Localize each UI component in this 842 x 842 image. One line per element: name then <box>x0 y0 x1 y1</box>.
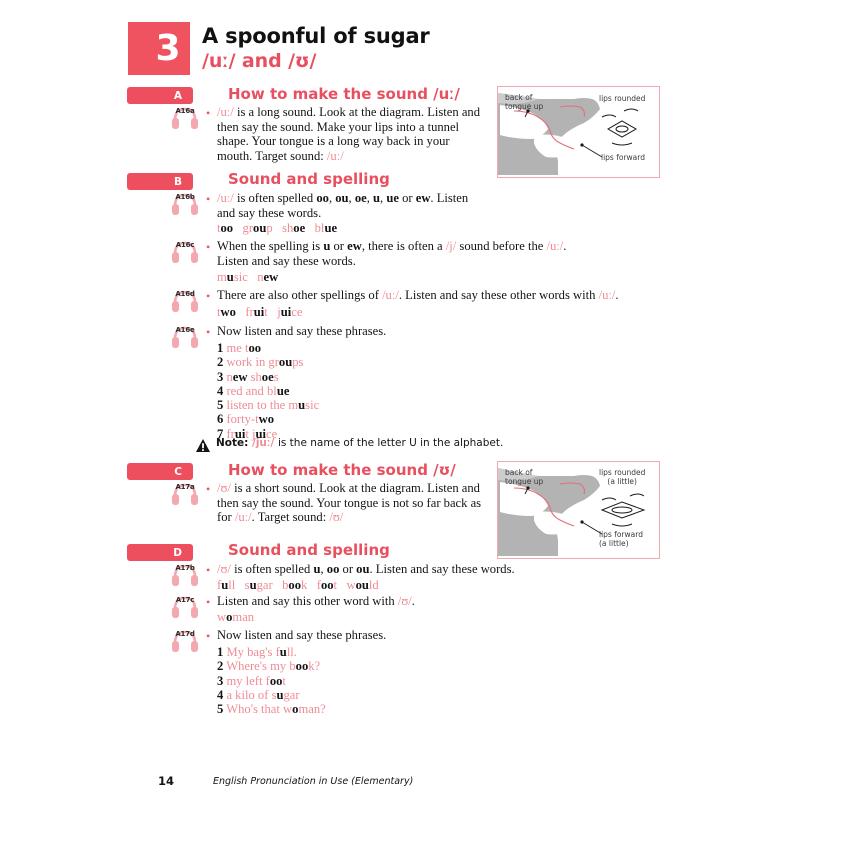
audio-track-label: A16c <box>175 241 195 249</box>
audio-icon-a17d[interactable] <box>170 629 200 653</box>
audio-icon-a16d[interactable] <box>170 289 200 313</box>
section-heading-c: How to make the sound /ʊ/ <box>228 461 456 479</box>
paragraph-a16d: There are also other spellings of /uː/. Listen and say these other words with /uː/. <box>217 288 619 302</box>
audio-icon-a16e[interactable] <box>170 325 200 349</box>
paragraph-a17c: Listen and say this other word with /ʊ/. <box>217 594 415 608</box>
word-row-a16b: too group shoe blue <box>217 221 338 235</box>
unit-title: A spoonful of sugar <box>202 24 430 48</box>
word-row-a16c: music new <box>217 270 279 284</box>
footer-book-title: English Pronunciation in Use (Elementary) <box>213 776 414 787</box>
bullet-a16a: • <box>206 106 211 120</box>
diagram-label-rounded-long: lips rounded <box>599 94 646 103</box>
list-item: 5 listen to the music <box>217 398 320 413</box>
word-row-a17b: full sugar book foot would <box>217 578 379 592</box>
audio-track-label: A16d <box>175 290 195 298</box>
page-number: 14 <box>158 774 175 788</box>
audio-track-label: A16a <box>175 107 195 115</box>
section-heading-d: Sound and spelling <box>228 541 390 559</box>
mouth-diagram-long-u <box>497 86 660 178</box>
audio-track-label: A16b <box>175 193 195 201</box>
list-item: 4 red and blue <box>217 383 290 398</box>
audio-track-label: A16e <box>175 326 195 334</box>
unit-sounds-subtitle: /uː/ and /ʊ/ <box>202 50 317 72</box>
lips-symbol <box>602 109 638 145</box>
list-item: 3 my left foot <box>217 673 286 688</box>
paragraph-a16e: Now listen and say these phrases. <box>217 324 387 338</box>
bullet-a16b: • <box>206 192 211 206</box>
note-text: Note: /juː/ is the name of the letter U in the alphabet. <box>216 437 504 449</box>
list-item: 2 Where's my book? <box>217 659 321 674</box>
section-tab-c: C <box>127 463 193 480</box>
section-tab-d: D <box>127 544 193 561</box>
word-row-a17c: woman <box>217 610 255 624</box>
list-item: 3 new shoes <box>217 369 279 384</box>
diagram-label-tongue-long: back of tongue up <box>505 93 544 111</box>
paragraph-a17a: /ʊ/ is a short sound. Look at the diagram. Listen and then say the sound. Your tongue is not so far back as for /uː/. Target sound: /ʊ/ <box>217 481 482 525</box>
list-item: 2 work in groups <box>217 355 304 370</box>
audio-track-label: A17a <box>175 483 195 491</box>
diagram-label-forward-short: lips forward (a little) <box>599 530 643 548</box>
bullet-a17b: • <box>206 563 211 577</box>
paragraph-a16c: When the spelling is u or ew, there is often a /j/ sound before the /uː/. Listen and say these words. <box>217 239 567 268</box>
paragraph-a16a: /uː/ is a long sound. Look at the diagram. Listen and then say the sound. Make your lips into a tunnel shape. Your tongue is a long way back in your mouth. Target sound: /uː/ <box>217 105 481 163</box>
bullet-a17d: • <box>206 629 211 643</box>
list-item: 4 a kilo of sugar <box>217 687 300 702</box>
warning-triangle-icon <box>196 439 210 452</box>
audio-track-label: A17c <box>175 596 195 604</box>
phrase-list-d <box>217 645 326 716</box>
section-heading-b: Sound and spelling <box>228 170 390 188</box>
audio-icon-a17a[interactable] <box>170 482 200 506</box>
audio-icon-a16c[interactable] <box>170 240 200 264</box>
audio-icon-a16a[interactable] <box>170 106 200 130</box>
list-item: 1 me too <box>217 341 262 355</box>
diagram-label-tongue-short: back of tongue up <box>505 468 544 486</box>
audio-icon-a17c[interactable] <box>170 595 200 619</box>
paragraph-a17b: /ʊ/ is often spelled u, oo or ou. Listen and say these words. <box>217 562 515 576</box>
bullet-a16e: • <box>206 325 211 339</box>
list-item: 1 My bag's full. <box>217 645 297 659</box>
paragraph-a17d: Now listen and say these phrases. <box>217 628 387 642</box>
unit-number-badge: 3 <box>128 22 190 75</box>
audio-track-label: A17d <box>175 630 195 638</box>
bullet-a16c: • <box>206 240 211 254</box>
mouth-diagram-short-u <box>497 461 660 559</box>
bullet-a16d: • <box>206 289 211 303</box>
diagram-label-forward-long: lips forward <box>601 153 645 162</box>
lips-symbol <box>602 494 644 526</box>
list-item: 6 forty-two <box>217 412 275 427</box>
audio-icon-a17b[interactable] <box>170 563 200 587</box>
audio-track-label: A17b <box>175 564 195 572</box>
section-tab-b: B <box>127 173 193 190</box>
list-item: 5 Who's that woman? <box>217 702 326 717</box>
diagram-label-rounded-short: lips rounded (a little) <box>599 468 646 486</box>
list-item: 7 fruit juice <box>217 426 278 441</box>
bullet-a17a: • <box>206 482 211 496</box>
word-row-a16d: two fruit juice <box>217 305 303 319</box>
section-tab-a: A <box>127 87 193 104</box>
phrase-list-b <box>217 341 319 441</box>
note-callout <box>196 437 503 452</box>
bullet-a17c: • <box>206 595 211 609</box>
audio-icon-a16b[interactable] <box>170 192 200 216</box>
paragraph-a16b: /uː/ is often spelled oo, ou, oe, u, ue or ew. Listen and say these words. <box>217 191 469 220</box>
section-heading-a: How to make the sound /uː/ <box>228 85 460 103</box>
